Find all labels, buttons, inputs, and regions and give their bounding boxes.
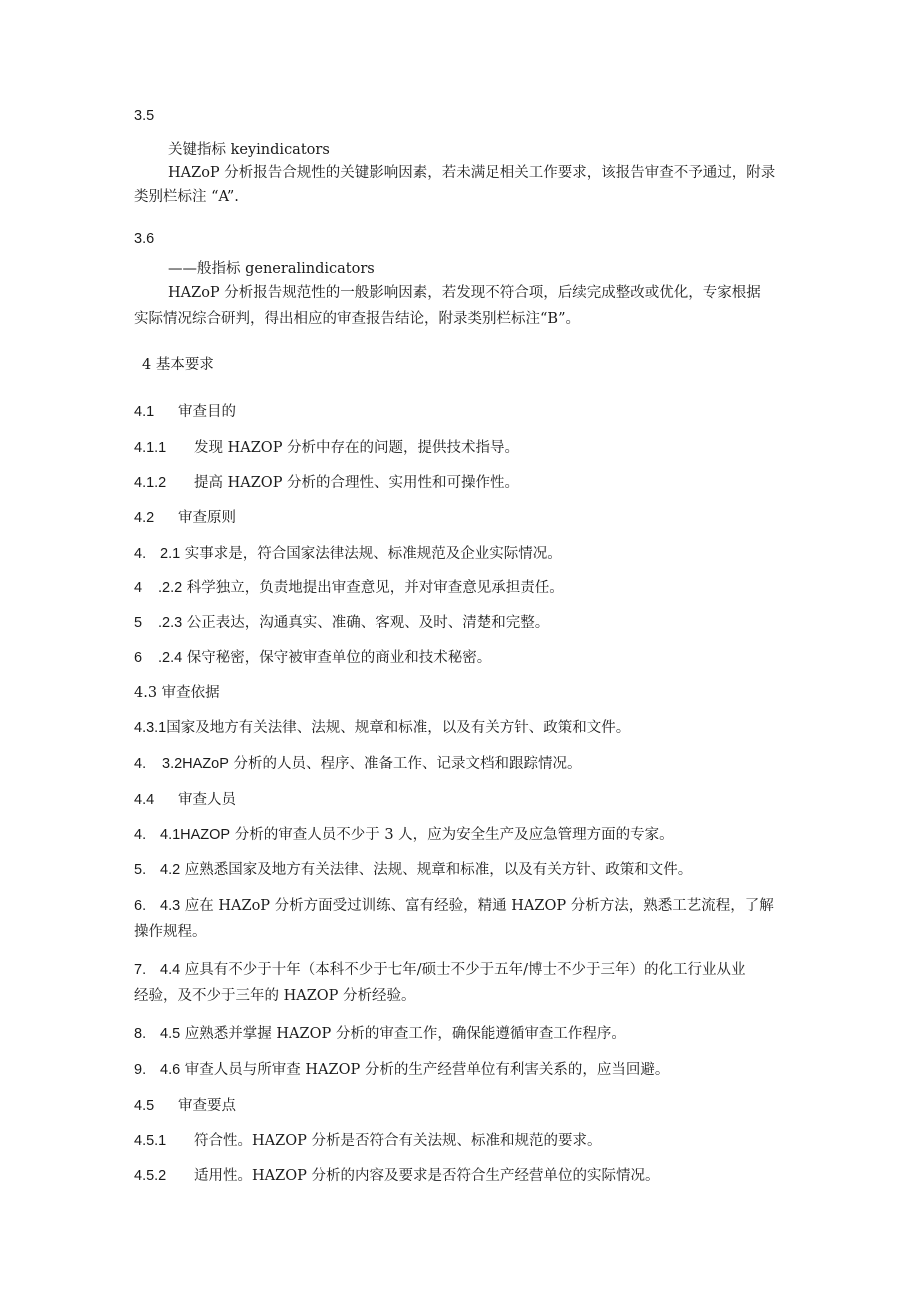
item-text: 审查人员与所审查 HAZOP 分析的生产经营单位有利害关系的，应当回避。	[184, 1062, 670, 1078]
list-item-4-2-4	[134, 648, 491, 668]
item-prefix: 8.	[134, 1026, 147, 1042]
section-heading-4-5	[134, 1096, 236, 1116]
list-item-4-1-1	[134, 438, 519, 458]
list-item-4-2-1	[134, 544, 562, 564]
list-item-4-1-2	[134, 473, 519, 493]
section-number: 4.1	[134, 404, 155, 420]
item-prefix: 4.	[134, 546, 147, 562]
list-item-4-4-3	[134, 896, 774, 916]
list-item-4-3-1	[134, 718, 630, 738]
item-number: 4.5	[160, 1026, 181, 1042]
section-title: 审查目的	[178, 404, 236, 420]
item-text: 科学独立，负责地提出审查意见，并对审查意见承担责任。	[186, 580, 564, 596]
item-number: 4.1HAZOP	[160, 827, 231, 843]
item-prefix: 7.	[134, 962, 147, 978]
item-text: 国家及地方有关法律、法规、规章和标准，以及有关方针、政策和文件。	[166, 720, 631, 736]
item-number: 4.3	[160, 898, 181, 914]
list-item-4-5-2	[134, 1166, 659, 1186]
item-number: .2.2	[158, 580, 183, 596]
item-text: 公正表达，沟通真实、准确、客观、及时、清楚和完整。	[186, 615, 550, 631]
list-item-4-2-3	[134, 613, 549, 633]
item-number: 4.1.2	[134, 475, 167, 491]
list-item-4-4-4	[134, 960, 746, 980]
list-item-4-4-1	[134, 825, 674, 845]
section-number: 4.2	[134, 510, 155, 526]
item-number: 4.2	[160, 862, 181, 878]
list-item-4-3-2	[134, 754, 582, 774]
term-general-indicators: ——般指标 generalindicators	[168, 261, 375, 277]
item-text: 符合性。HAZOP 分析是否符合有关法规、标准和规范的要求。	[194, 1133, 602, 1149]
item-prefix: 5	[134, 615, 143, 631]
item-prefix: 4.	[134, 756, 147, 772]
section-heading-4-4	[134, 790, 236, 810]
list-item-4-4-4-continuation: 经验，及不少于三年的 HAZOP 分析经验。	[134, 988, 416, 1004]
definition-key-indicators-line2: 类别栏标注 “A”.	[134, 189, 239, 205]
section-number: 4.4	[134, 792, 155, 808]
item-number: .2.3	[158, 615, 183, 631]
item-prefix: 4.	[134, 827, 147, 843]
item-number: 2.1	[160, 546, 181, 562]
term-key-indicators: 关键指标 keyindicators	[168, 142, 330, 158]
item-text: 分析的人员、程序、准备工作、记录文档和跟踪情况。	[233, 756, 582, 772]
section-heading-4-3: 4.3 审查依据	[134, 685, 220, 701]
item-number: 4.6	[160, 1062, 181, 1078]
item-prefix: 6	[134, 650, 143, 666]
item-number: .2.4	[158, 650, 183, 666]
section-number-3-5: 3.5	[134, 108, 155, 124]
list-item-4-5-1	[134, 1131, 601, 1151]
item-number: 4.3.1	[134, 720, 167, 736]
item-prefix: 9.	[134, 1062, 147, 1078]
item-text: 应具有不少于十年（本科不少于七年/硕士不少于五年/博士不少于三年）的化工行业从业	[184, 962, 746, 978]
item-text: 应熟悉并掌握 HAZOP 分析的审查工作，确保能遵循审查工作程序。	[184, 1026, 626, 1042]
list-item-4-2-2	[134, 578, 564, 598]
item-text: 应在 HAZoP 分析方面受过训练、富有经验，精通 HAZOP 分析方法，熟悉工艺流程，了解	[184, 898, 774, 914]
item-number: 4.5.1	[134, 1133, 167, 1149]
section-heading-4-1	[134, 402, 236, 422]
list-item-4-4-3-continuation: 操作规程。	[134, 924, 207, 940]
item-prefix: 5.	[134, 862, 147, 878]
item-text: 提高 HAZOP 分析的合理性、实用性和可操作性。	[194, 475, 520, 491]
item-text: 分析的审查人员不少于 3 人，应为安全生产及应急管理方面的专家。	[234, 827, 674, 843]
definition-key-indicators-line1: HAZoP 分析报告合规性的关键影响因素，若未满足相关工作要求，该报告审查不予通过，附录	[168, 165, 776, 181]
item-prefix: 4	[134, 580, 143, 596]
section-title: 审查人员	[178, 792, 236, 808]
item-number: 4.4	[160, 962, 181, 978]
item-text: 实事求是，符合国家法律法规、标准规范及企业实际情况。	[184, 546, 562, 562]
section-title: 审查原则	[178, 510, 236, 526]
item-number: 4.5.2	[134, 1168, 167, 1184]
item-text: 保守秘密，保守被审查单位的商业和技术秘密。	[186, 650, 492, 666]
list-item-4-4-6	[134, 1060, 669, 1080]
item-number: 3.2HAZoP	[162, 756, 229, 772]
section-title: 审查要点	[178, 1098, 236, 1114]
definition-general-indicators-line2: 实际情况综合研判，得出相应的审查报告结论，附录类别栏标注“B”。	[134, 311, 580, 327]
item-text: 应熟悉国家及地方有关法律、法规、规章和标准，以及有关方针、政策和文件。	[184, 862, 693, 878]
section-heading-4: 4 基本要求	[142, 357, 214, 373]
item-number: 4.1.1	[134, 440, 167, 456]
item-text: 发现 HAZOP 分析中存在的问题，提供技术指导。	[194, 440, 520, 456]
section-heading-4-2	[134, 508, 236, 528]
list-item-4-4-5	[134, 1024, 626, 1044]
section-number: 4.5	[134, 1098, 155, 1114]
item-text: 适用性。HAZOP 分析的内容及要求是否符合生产经营单位的实际情况。	[194, 1168, 660, 1184]
item-prefix: 6.	[134, 898, 147, 914]
section-number-3-6: 3.6	[134, 231, 155, 247]
list-item-4-4-2	[134, 860, 692, 880]
definition-general-indicators-line1: HAZoP 分析报告规范性的一般影响因素，若发现不符合项，后续完成整改或优化，专家根据	[168, 285, 761, 301]
